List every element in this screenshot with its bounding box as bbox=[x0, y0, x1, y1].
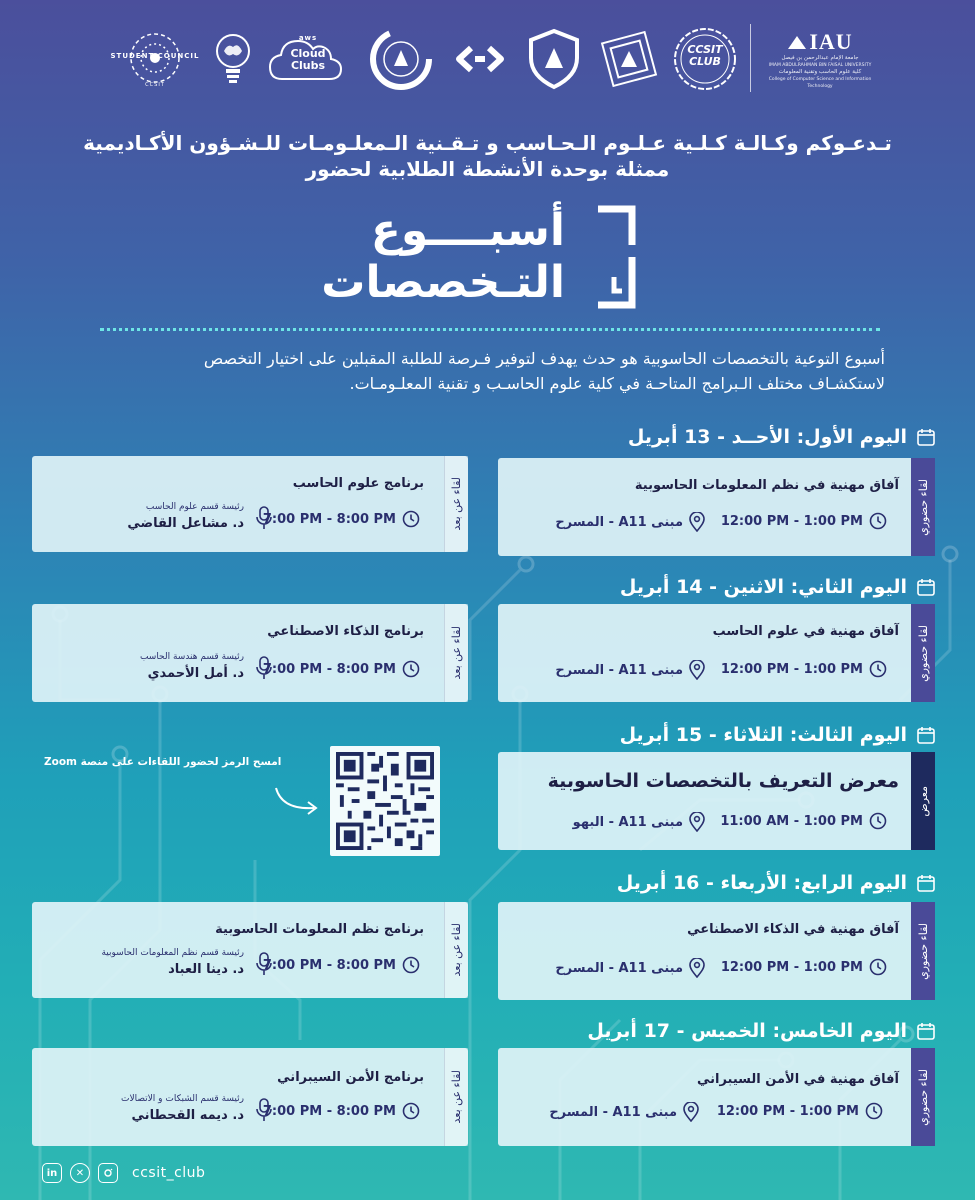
onsite-tag: لقاء حضوري bbox=[911, 458, 935, 556]
invitation-text bbox=[0, 130, 975, 182]
clock-icon bbox=[402, 956, 420, 974]
exhibition-tag: معرض bbox=[911, 752, 935, 850]
logo-divider bbox=[750, 24, 751, 92]
microphone-icon bbox=[256, 1098, 272, 1122]
day-5-onsite-card bbox=[498, 1048, 935, 1146]
social-links bbox=[42, 1163, 205, 1183]
ccsit-club-logo bbox=[670, 20, 740, 98]
day-2-onsite-card bbox=[498, 604, 935, 702]
remote-tag: لقاء عن بعد bbox=[444, 902, 468, 998]
speaker-role: رئيسة قسم الشبكات و الاتصالات bbox=[121, 1094, 244, 1104]
logo-bar bbox=[110, 20, 870, 98]
day-5-remote-card bbox=[32, 1048, 468, 1146]
location-pin-icon bbox=[689, 958, 705, 978]
description-line-2: لاستكشـاف مختلف الـبرامج المتاحـة في كلية علوم الحاسـب و تقنية المعلـومـات. bbox=[349, 374, 885, 393]
microphone-icon bbox=[256, 506, 272, 530]
bracket-icon bbox=[592, 205, 640, 309]
session-title: برنامج الذكاء الاصطناعي bbox=[267, 624, 424, 639]
location-pin-icon bbox=[689, 812, 705, 832]
day-1-onsite-card bbox=[498, 458, 935, 556]
event-title-line-2: التـخصصات bbox=[321, 257, 565, 308]
speaker-name: د. مشاعل القاضي bbox=[127, 516, 244, 531]
day-3-heading-text: اليوم الثالث: الثلاثاء - 15 أبريل bbox=[619, 724, 907, 746]
event-title bbox=[321, 205, 640, 315]
day-3-heading bbox=[620, 724, 935, 746]
iau-college-arabic: كلية علوم الحاسب وتقنية المعلومات bbox=[778, 68, 862, 75]
session-title: آفاق مهنية في نظم المعلومات الحاسوبية bbox=[634, 478, 899, 493]
instagram-glyph-icon bbox=[102, 1167, 114, 1179]
speaker-name: د. ديمه القحطاني bbox=[131, 1108, 244, 1123]
code-icon bbox=[455, 44, 505, 74]
session-title: آفاق مهنية في الأمن السيبراني bbox=[696, 1072, 899, 1087]
day-1-heading bbox=[628, 426, 935, 448]
iau-label: IAU bbox=[809, 28, 853, 54]
speaker-name: د. دينا العباد bbox=[168, 962, 244, 977]
maze-icon bbox=[599, 29, 659, 89]
speaker-role: رئيسة قسم علوم الحاسب bbox=[145, 502, 244, 512]
day-2-heading-text: اليوم الثاني: الاثنين - 14 أبريل bbox=[619, 576, 907, 598]
clock-icon bbox=[865, 1102, 883, 1120]
clock-icon bbox=[869, 512, 887, 530]
code-brackets-logo bbox=[450, 20, 510, 98]
session-time: 7:00 PM - 8:00 PM bbox=[263, 510, 420, 528]
ccsit-club-label: CCSIT CLUB bbox=[687, 43, 723, 68]
day-4-heading-text: اليوم الرابع: الأربعاء - 16 أبريل bbox=[616, 872, 907, 894]
calendar-icon bbox=[917, 428, 935, 446]
x-icon[interactable]: ✕ bbox=[70, 1163, 90, 1183]
calendar-icon bbox=[917, 1022, 935, 1040]
event-description bbox=[80, 346, 885, 396]
microphone-icon bbox=[256, 952, 272, 976]
remote-tag: لقاء عن بعد bbox=[444, 604, 468, 702]
description-line-1: أسبوع التوعية بالتخصصات الحاسوبية هو حدث يهدف لتوفير فـرصة للطلبة المقبلين على اختيار التخصص bbox=[203, 349, 885, 368]
clock-icon bbox=[869, 958, 887, 976]
invitation-line-2: ممثلة بوحدة الأنشطة الطلابية لحضور bbox=[305, 157, 670, 181]
session-time: 12:00 PM - 1:00 PM bbox=[721, 660, 887, 678]
clock-icon bbox=[869, 812, 887, 830]
session-title: برنامج نظم المعلومات الحاسوبية bbox=[215, 922, 424, 937]
aws-label: aws bbox=[298, 34, 318, 42]
session-time: 7:00 PM - 8:00 PM bbox=[263, 956, 420, 974]
day-2-remote-card bbox=[32, 604, 468, 702]
student-council-logo bbox=[110, 20, 200, 98]
ring-logo-icon bbox=[368, 26, 434, 92]
speaker-role: رئيسة قسم هندسة الحاسب bbox=[139, 652, 244, 662]
iau-arabic-name: جامعة الإمام عبدالرحمن بن فيصل bbox=[781, 54, 859, 61]
day-2-heading bbox=[620, 576, 935, 598]
session-time: 12:00 PM - 1:00 PM bbox=[721, 958, 887, 976]
remote-tag: لقاء عن بعد bbox=[444, 456, 468, 552]
day-1-remote-card bbox=[32, 456, 468, 552]
arrow-icon bbox=[272, 782, 322, 818]
cloud-clubs-label: Cloud Clubs bbox=[290, 47, 326, 72]
session-location: مبنى A11 - البهو bbox=[573, 812, 705, 832]
location-pin-icon bbox=[689, 660, 705, 680]
onsite-tag: لقاء حضوري bbox=[911, 1048, 935, 1146]
day-4-onsite-card bbox=[498, 902, 935, 1000]
maze-logo bbox=[598, 20, 660, 98]
event-title-text bbox=[321, 205, 565, 309]
day-5-heading-text: اليوم الخامس: الخميس - 17 أبريل bbox=[587, 1020, 907, 1042]
session-title: آفاق مهنية في علوم الحاسب bbox=[712, 624, 899, 639]
event-title-line-1: أسبــــوع bbox=[370, 205, 565, 256]
session-title: آفاق مهنية في الذكاء الاصطناعي bbox=[687, 922, 899, 937]
qr-code-icon bbox=[336, 752, 434, 850]
dotted-divider bbox=[100, 328, 880, 331]
clock-icon bbox=[402, 510, 420, 528]
instagram-icon[interactable] bbox=[98, 1163, 118, 1183]
qr-caption: امسح الرمز لحضور اللقاءات على منصة Zoom bbox=[44, 756, 282, 768]
calendar-icon bbox=[917, 874, 935, 892]
day-5-heading bbox=[587, 1020, 935, 1042]
social-handle[interactable]: ccsit_club bbox=[132, 1165, 206, 1181]
iau-english-name: IMAM ABDULRAHMAN BIN FAISAL UNIVERSITY bbox=[768, 62, 872, 68]
session-location: مبنى A11 - المسرح bbox=[555, 958, 705, 978]
day-3-exhibition-card bbox=[498, 752, 935, 850]
aws-cloud-clubs-logo bbox=[268, 20, 348, 98]
session-location: مبنى A11 - المسرح bbox=[549, 1102, 699, 1122]
ai-lightbulb-logo bbox=[210, 20, 255, 98]
clock-icon bbox=[402, 660, 420, 678]
iau-emblem-icon bbox=[787, 34, 807, 50]
session-time: 12:00 PM - 1:00 PM bbox=[721, 512, 887, 530]
lightbulb-brain-icon bbox=[213, 31, 253, 87]
speaker-name: د. أمل الأحمدي bbox=[147, 666, 244, 681]
day-4-heading bbox=[617, 872, 935, 894]
session-location: مبنى A11 - المسرح bbox=[555, 660, 705, 680]
zoom-qr-code[interactable] bbox=[330, 746, 440, 856]
calendar-icon bbox=[917, 726, 935, 744]
iau-logo bbox=[765, 20, 875, 98]
onsite-tag: لقاء حضوري bbox=[911, 604, 935, 702]
day-4-remote-card bbox=[32, 902, 468, 998]
security-shield-logo bbox=[524, 20, 584, 98]
linkedin-icon[interactable]: in bbox=[42, 1163, 62, 1183]
onsite-tag: لقاء حضوري bbox=[911, 902, 935, 1000]
calendar-icon bbox=[917, 578, 935, 596]
session-time: 11:00 AM - 1:00 PM bbox=[720, 812, 887, 830]
session-title: معرض التعريف بالتخصصات الحاسوبية bbox=[547, 770, 899, 792]
day-1-heading-text: اليوم الأول: الأحــد - 13 أبريل bbox=[627, 426, 907, 448]
speaker-role: رئيسة قسم نظم المعلومات الحاسوبية bbox=[101, 948, 244, 958]
shield-icon bbox=[527, 28, 581, 90]
session-time: 7:00 PM - 8:00 PM bbox=[263, 1102, 420, 1120]
iau-college-english: College of Computer Science and Information Technology bbox=[768, 76, 872, 89]
student-council-label: STUDENT COUNCIL bbox=[110, 52, 200, 60]
location-pin-icon bbox=[689, 512, 705, 532]
session-time: 12:00 PM - 1:00 PM bbox=[717, 1102, 883, 1120]
session-location: مبنى A11 - المسرح bbox=[555, 512, 705, 532]
session-title: برنامج الأمن السيبراني bbox=[277, 1070, 424, 1085]
session-title: برنامج علوم الحاسب bbox=[292, 476, 424, 491]
cyber-ring-logo bbox=[366, 20, 436, 98]
student-council-sub: CCSIT bbox=[145, 82, 165, 88]
remote-tag: لقاء عن بعد bbox=[444, 1048, 468, 1146]
session-time: 7:00 PM - 8:00 PM bbox=[263, 660, 420, 678]
clock-icon bbox=[869, 660, 887, 678]
microphone-icon bbox=[256, 656, 272, 680]
clock-icon bbox=[402, 1102, 420, 1120]
invitation-line-1: تـدعـوكم وكـالـة كـلـية عـلـوم الـحـاسب و تـقـنية الـمعلـومـات للـشـؤون الأكـاديمية bbox=[83, 131, 892, 155]
location-pin-icon bbox=[683, 1102, 699, 1122]
